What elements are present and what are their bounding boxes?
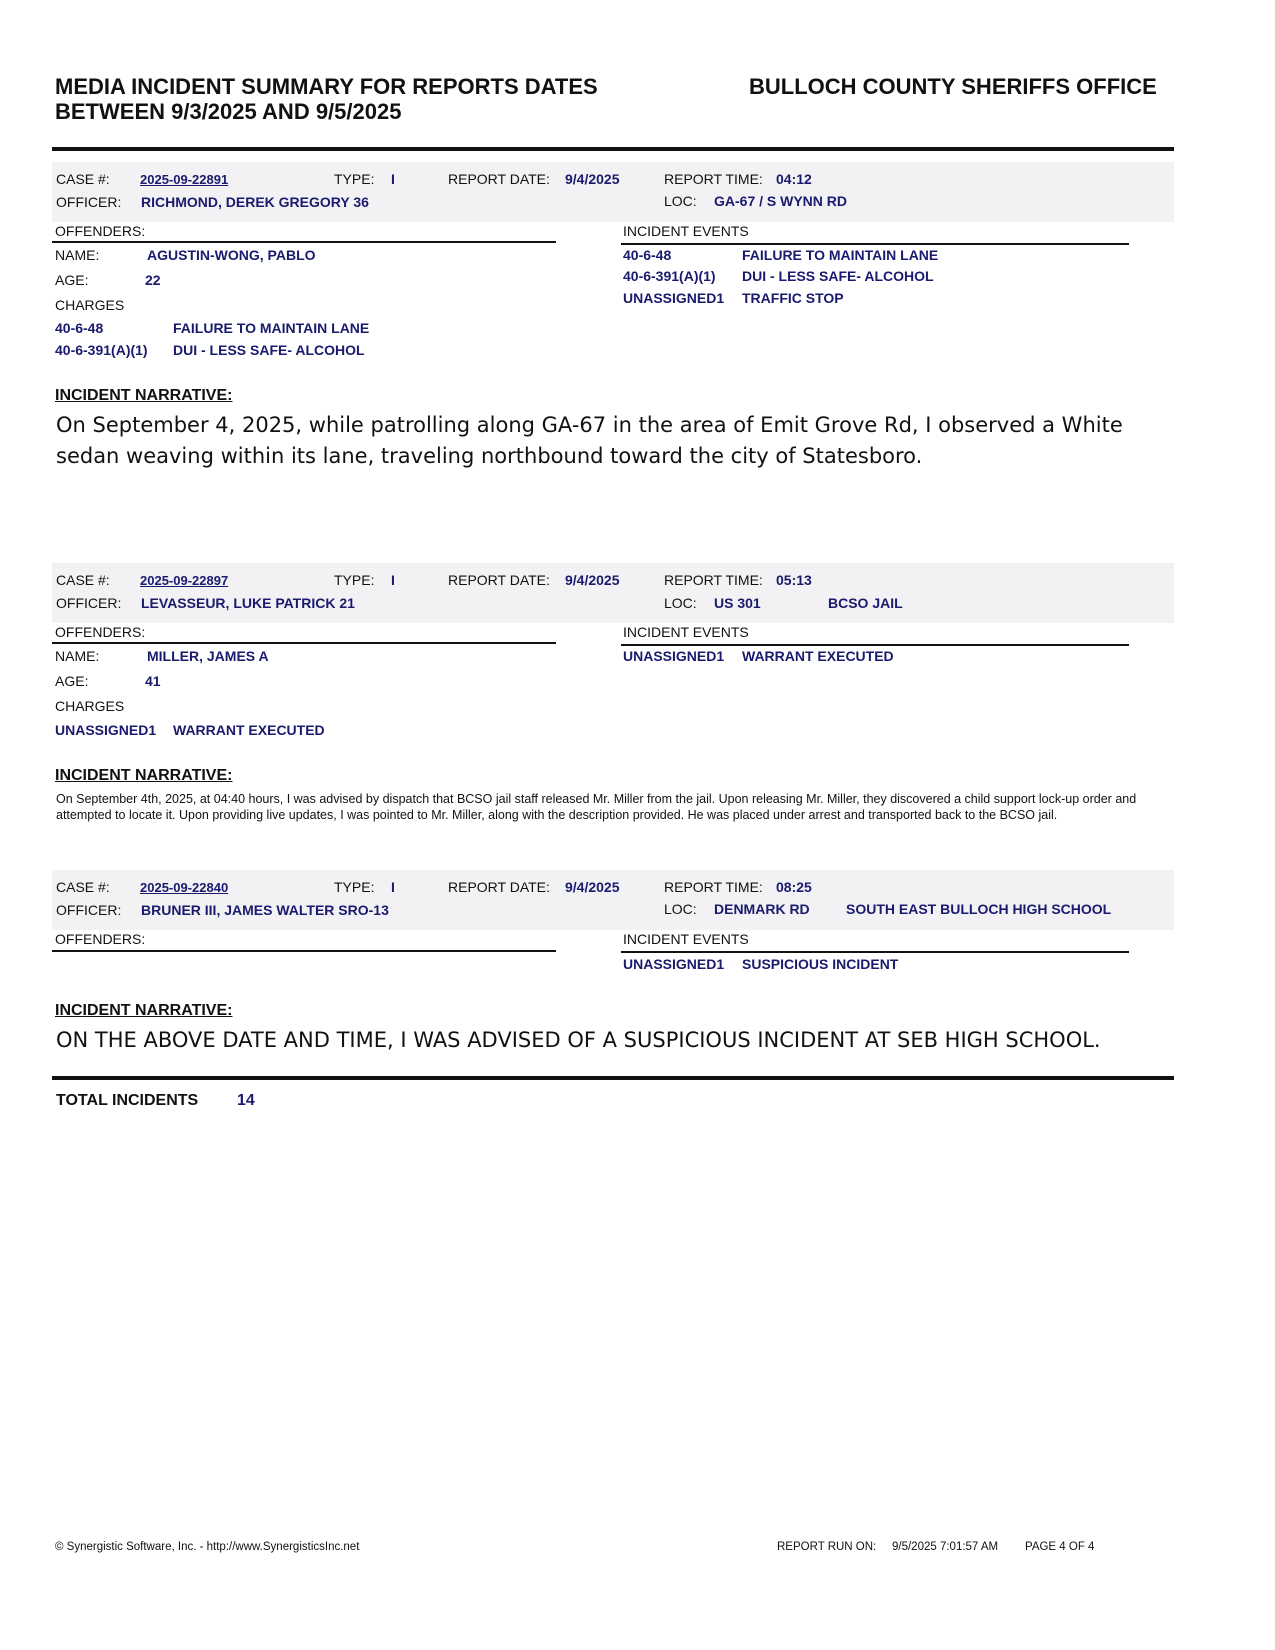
- agency-name: BULLOCH COUNTY SHERIFFS OFFICE: [749, 74, 1157, 99]
- case-number-link[interactable]: 2025-09-22891: [140, 172, 229, 187]
- officer-value: BRUNER III, JAMES WALTER SRO-13: [141, 902, 389, 918]
- loc-label: LOC:: [664, 901, 697, 917]
- officer-label: OFFICER:: [56, 595, 122, 611]
- offenders-label: OFFENDERS:: [55, 223, 146, 239]
- report-time-value: 04:12: [776, 171, 812, 187]
- officer-label: OFFICER:: [56, 194, 122, 210]
- loc-label: LOC:: [664, 193, 697, 209]
- event-code: UNASSIGNED1: [623, 290, 725, 306]
- report-date-label: REPORT DATE:: [448, 171, 550, 187]
- type-label: TYPE:: [334, 879, 375, 895]
- event-desc: SUSPICIOUS INCIDENT: [742, 956, 899, 972]
- charge-desc: WARRANT EXECUTED: [173, 722, 325, 738]
- charge-code: 40-6-48: [55, 320, 104, 336]
- name-label: NAME:: [55, 247, 100, 263]
- offenders-underline: [52, 241, 556, 243]
- events-underline: [621, 951, 1129, 953]
- offender-age: 22: [145, 272, 161, 288]
- case-label: CASE #:: [56, 572, 110, 588]
- event-code: UNASSIGNED1: [623, 956, 725, 972]
- offenders-label: OFFENDERS:: [55, 931, 146, 947]
- event-desc: TRAFFIC STOP: [742, 290, 844, 306]
- events-underline: [621, 644, 1129, 646]
- case-label: CASE #:: [56, 171, 110, 187]
- report-time-label: REPORT TIME:: [664, 879, 763, 895]
- loc-secondary-value: SOUTH EAST BULLOCH HIGH SCHOOL: [846, 901, 1112, 917]
- report-date-value: 9/4/2025: [565, 572, 620, 588]
- totals-divider: [52, 1076, 1174, 1080]
- loc-value: GA-67 / S WYNN RD: [714, 193, 848, 209]
- report-date-label: REPORT DATE:: [448, 572, 550, 588]
- footer-copyright: © Synergistic Software, Inc. - http://www.SynergisticsInc.net: [55, 1541, 360, 1553]
- officer-value: RICHMOND, DEREK GREGORY 36: [141, 194, 369, 210]
- charges-label: CHARGES: [55, 297, 125, 313]
- incident-events-label: INCIDENT EVENTS: [623, 624, 749, 640]
- event-code: 40-6-48: [623, 247, 672, 263]
- offender-age: 41: [145, 673, 161, 689]
- offenders-underline: [52, 642, 556, 644]
- charge-code: UNASSIGNED1: [55, 722, 157, 738]
- type-value: I: [391, 572, 395, 588]
- event-desc: WARRANT EXECUTED: [742, 648, 894, 664]
- age-label: AGE:: [55, 272, 89, 288]
- offender-name: MILLER, JAMES A: [147, 648, 269, 664]
- total-incidents-label: TOTAL INCIDENTS: [56, 1092, 199, 1109]
- loc-label: LOC:: [664, 595, 697, 611]
- report-time-value: 05:13: [776, 572, 812, 588]
- report-time-value: 08:25: [776, 879, 812, 895]
- event-desc: DUI - LESS SAFE- ALCOHOL: [742, 268, 934, 284]
- event-code: 40-6-391(A)(1): [623, 268, 716, 284]
- charges-label: CHARGES: [55, 698, 125, 714]
- narrative-text: On September 4, 2025, while patrolling along GA-67 in the area of Emit Grove Rd, I observed a White sedan weaving within its lane, traveling northbound toward the city of Statesboro.: [56, 413, 1123, 468]
- total-incidents-value: 14: [237, 1092, 255, 1109]
- event-code: UNASSIGNED1: [623, 648, 725, 664]
- type-value: I: [391, 171, 395, 187]
- age-label: AGE:: [55, 673, 89, 689]
- header-divider: [52, 147, 1174, 151]
- report-title-line1: MEDIA INCIDENT SUMMARY FOR REPORTS DATES: [55, 74, 598, 99]
- charge-code: 40-6-391(A)(1): [55, 342, 148, 358]
- narrative-heading: INCIDENT NARRATIVE:: [55, 767, 233, 784]
- report-date-label: REPORT DATE:: [448, 879, 550, 895]
- charge-desc: FAILURE TO MAINTAIN LANE: [173, 320, 370, 336]
- event-desc: FAILURE TO MAINTAIN LANE: [742, 247, 939, 263]
- report-run-label: REPORT RUN ON:: [777, 1541, 877, 1553]
- offenders-label: OFFENDERS:: [55, 624, 146, 640]
- name-label: NAME:: [55, 648, 100, 664]
- narrative-text: On September 4th, 2025, at 04:40 hours, I was advised by dispatch that BCSO jail staff released Mr. Miller from the jail. Upon releasing Mr. Miller, they discovered a child support lock-up order and attempted to locate it. Upon providing live updates, I was pointed to Mr. Miller, along with the description provided. He was placed under arrest and transported back to the BCSO jail.: [56, 792, 1137, 822]
- charge-desc: DUI - LESS SAFE- ALCOHOL: [173, 342, 365, 358]
- case-label: CASE #:: [56, 879, 110, 895]
- incident-events-label: INCIDENT EVENTS: [623, 931, 749, 947]
- narrative-heading: INCIDENT NARRATIVE:: [55, 1002, 233, 1019]
- officer-label: OFFICER:: [56, 902, 122, 918]
- events-underline: [621, 243, 1129, 245]
- loc-secondary-value: BCSO JAIL: [828, 595, 903, 611]
- report-date-value: 9/4/2025: [565, 171, 620, 187]
- loc-value: DENMARK RD: [714, 901, 810, 917]
- officer-value: LEVASSEUR, LUKE PATRICK 21: [141, 595, 355, 611]
- case-number-link[interactable]: 2025-09-22897: [140, 573, 229, 588]
- report-time-label: REPORT TIME:: [664, 171, 763, 187]
- page-number: PAGE 4 OF 4: [1025, 1541, 1095, 1553]
- report-title-line2: BETWEEN 9/3/2025 AND 9/5/2025: [55, 99, 402, 124]
- report-time-label: REPORT TIME:: [664, 572, 763, 588]
- type-label: TYPE:: [334, 572, 375, 588]
- type-label: TYPE:: [334, 171, 375, 187]
- type-value: I: [391, 879, 395, 895]
- offenders-underline: [52, 950, 556, 952]
- offender-name: AGUSTIN-WONG, PABLO: [147, 247, 316, 263]
- narrative-heading: INCIDENT NARRATIVE:: [55, 387, 233, 404]
- report-date-value: 9/4/2025: [565, 879, 620, 895]
- incident-events-label: INCIDENT EVENTS: [623, 223, 749, 239]
- loc-value: US 301: [714, 595, 761, 611]
- narrative-text: ON THE ABOVE DATE AND TIME, I WAS ADVISED OF A SUSPICIOUS INCIDENT AT SEB HIGH SCHOOL.: [56, 1028, 1101, 1052]
- case-number-link[interactable]: 2025-09-22840: [140, 880, 229, 895]
- report-run-value: 9/5/2025 7:01:57 AM: [892, 1541, 999, 1553]
